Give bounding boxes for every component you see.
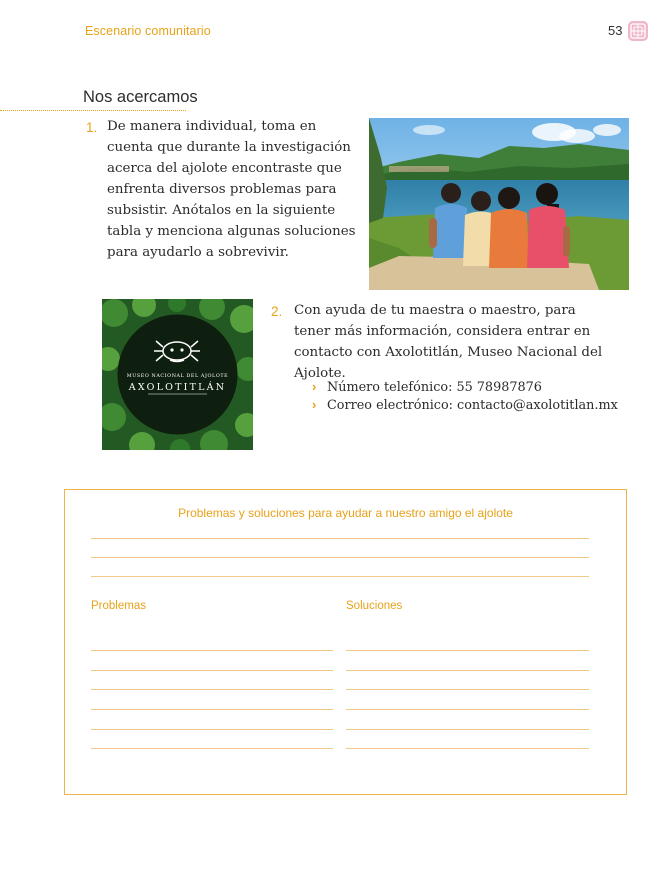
phone-text: Número telefónico: 55 78987876 xyxy=(327,380,542,395)
writing-line[interactable] xyxy=(91,576,589,577)
phone-bullet xyxy=(312,379,542,395)
solutions-writing-line[interactable] xyxy=(346,670,589,671)
writing-line[interactable] xyxy=(91,538,589,539)
problems-writing-line[interactable] xyxy=(91,709,333,710)
solutions-writing-line[interactable] xyxy=(346,650,589,651)
problems-writing-line[interactable] xyxy=(91,748,333,749)
chevron-right-icon: › xyxy=(312,397,317,412)
solutions-writing-line[interactable] xyxy=(346,748,589,749)
email-text: Correo electrónico: contacto@axolotitlan.mx xyxy=(327,398,618,413)
solutions-writing-line[interactable] xyxy=(346,689,589,690)
item-1-line: enfrenta diversos problemas para xyxy=(107,182,337,197)
problems-writing-line[interactable] xyxy=(91,670,333,671)
problems-writing-line[interactable] xyxy=(91,729,333,730)
item-2-line: contacto con Axolotitlán, Museo Nacional del xyxy=(294,345,603,360)
pink-pattern-badge-icon xyxy=(628,21,648,41)
children-lake-photo xyxy=(369,118,629,290)
item-1-line: cuenta que durante la investigación xyxy=(107,140,351,155)
problems-writing-line[interactable] xyxy=(91,689,333,690)
page-number: 53 xyxy=(608,23,623,38)
section-label: Escenario comunitario xyxy=(85,24,211,38)
solutions-column-header: Soluciones xyxy=(346,600,403,612)
item-1-line: De manera individual, toma en xyxy=(107,119,317,134)
problems-column-header: Problemas xyxy=(91,600,146,612)
item-1-line: tabla y menciona algunas soluciones xyxy=(107,224,356,239)
table-title: Problemas y soluciones para ayudar a nuestro amigo el ajolote xyxy=(178,506,513,520)
item-2-number: 2. xyxy=(271,304,283,319)
item-2-line: tener más información, considera entrar en xyxy=(294,324,591,339)
logo-name: AXOLOTITLÁN xyxy=(128,382,227,393)
section-title: Nos acercamos xyxy=(83,88,198,106)
title-divider xyxy=(0,110,186,111)
logo-subtitle: MUSEO NACIONAL DEL AJOLOTE xyxy=(126,374,229,379)
axolotitlan-logo xyxy=(102,299,253,450)
item-1-number: 1. xyxy=(86,120,98,135)
item-2-text xyxy=(294,300,624,384)
writing-line[interactable] xyxy=(91,557,589,558)
email-bullet xyxy=(312,397,618,413)
solutions-writing-line[interactable] xyxy=(346,729,589,730)
item-1-line: subsistir. Anótalos en la siguiente xyxy=(107,203,336,218)
item-1-line: para ayudarlo a sobrevivir. xyxy=(107,245,289,260)
chevron-right-icon: › xyxy=(312,379,317,394)
worksheet-table xyxy=(64,489,627,795)
item-1-line: acerca del ajolote encontraste que xyxy=(107,161,342,176)
item-1-text xyxy=(107,116,369,263)
solutions-writing-line[interactable] xyxy=(346,709,589,710)
item-2-line: Con ayuda de tu maestra o maestro, para xyxy=(294,303,576,318)
item-2-line: Ajolote. xyxy=(294,366,346,381)
problems-writing-line[interactable] xyxy=(91,650,333,651)
